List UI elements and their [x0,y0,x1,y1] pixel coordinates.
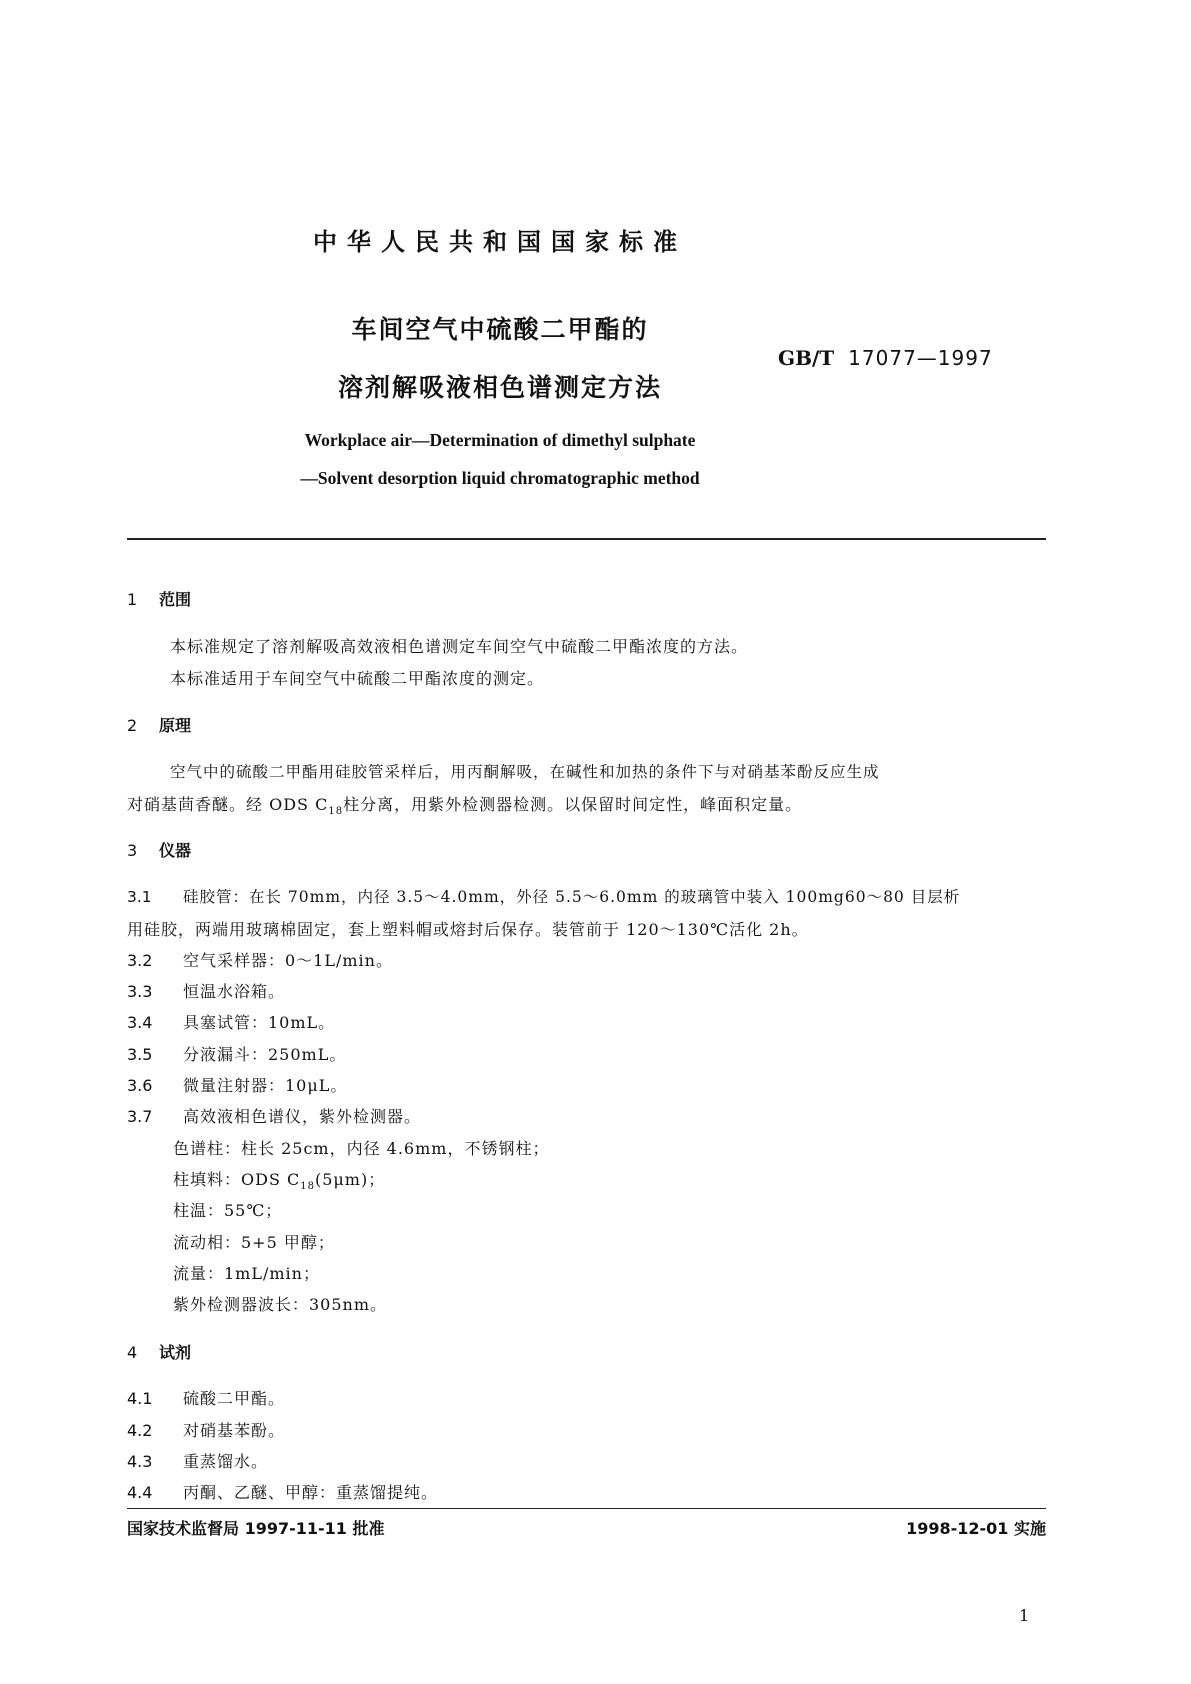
national-standard-heading: 中华人民共和国国家标准 [313,228,687,256]
title-en-line2: —Solvent desorption liquid chromatographic method [300,468,700,488]
item-number: 3.3 [127,982,153,1001]
section-number: 1 [127,590,138,609]
footer-rule [127,1508,1046,1509]
title-en-line1: Workplace air—Determination of dimethyl sulphate [304,430,696,450]
list-item [127,885,960,907]
item-number: 4.1 [127,1389,153,1408]
list-item [127,1104,421,1127]
item-number: 4.2 [127,1421,153,1440]
mobile-phase-spec: 流动相：5+5 甲醇； [173,1233,335,1252]
list-item [127,1386,285,1409]
item-text: 高效液相色谱仪，紫外检测器。 [183,1107,422,1126]
temperature-spec: 柱温：55℃； [173,1201,283,1220]
scope-paragraph-2: 本标准适用于车间空气中硫酸二甲酯浓度的测定。 [170,669,545,688]
list-item [127,1073,347,1096]
list-item [127,979,285,1002]
list-item [127,1418,285,1441]
item-number: 3.7 [127,1107,153,1126]
section-title: 范围 [159,590,192,609]
section-number: 4 [127,1343,138,1362]
item-number: 3.6 [127,1076,153,1095]
section-2-heading [127,713,191,736]
item-text: 空气采样器：0～1L/min。 [183,951,393,970]
item-text: 具塞试管：10mL。 [183,1013,336,1032]
packing-spec [173,1167,385,1192]
section-4-heading [127,1340,191,1363]
effective-date: 1998-12-01 实施 [906,1519,1046,1538]
item-text: 恒温水浴箱。 [183,982,286,1001]
wavelength-spec: 紫外检测器波长：305nm。 [173,1295,388,1314]
standard-code-number: 17077—1997 [848,346,993,370]
packing-text-a: 柱填料：ODS C [173,1170,301,1189]
list-item [127,1042,346,1065]
principle-text-a: 对硝基茴香醚。经 ODS C [127,795,329,814]
section-title: 原理 [159,716,192,735]
item-text: 重蒸馏水。 [183,1452,269,1471]
list-item [127,1480,438,1503]
principle-line-1: 空气中的硫酸二甲酯用硅胶管采样后，用丙酮解吸，在碱性和加热的条件下与对硝基苯酚反应生成 [170,763,880,781]
item-number: 3.1 [127,888,152,906]
section-number: 2 [127,716,138,735]
approval-date: 国家技术监督局 1997-11-11 批准 [127,1519,385,1538]
scope-paragraph-1: 本标准规定了溶剂解吸高效液相色谱测定车间空气中硫酸二甲酯浓度的方法。 [170,637,749,656]
title-cn-line2: 溶剂解吸液相色谱测定方法 [337,373,662,402]
item-text: 微量注射器：10μL。 [183,1076,348,1095]
item-text: 对硝基苯酚。 [183,1421,286,1440]
section-number: 3 [127,841,138,860]
principle-subscript: 18 [328,806,344,818]
item-text: 硅胶管：在长 70mm，内径 3.5～4.0mm，外径 5.5～6.0mm 的玻璃管中装入 100mg60～80 目层析 [183,888,961,906]
column-spec: 色谱柱：柱长 25cm，内径 4.6mm，不锈钢柱； [173,1139,550,1158]
list-item [127,948,393,971]
item-text: 分液漏斗：250mL。 [183,1045,347,1064]
title-cn-line1: 车间空气中硫酸二甲酯的 [351,315,649,344]
flow-rate-spec: 流量：1mL/min； [173,1264,320,1283]
principle-line-2 [127,792,802,817]
standard-code [778,346,993,370]
item-text: 硫酸二甲酯。 [183,1389,286,1408]
header-rule [127,538,1046,540]
item-number: 3.4 [127,1013,153,1032]
list-item [127,1010,335,1033]
section-title: 仪器 [159,841,192,860]
section-title: 试剂 [159,1343,192,1362]
section-1-heading [127,587,191,610]
item-number: 3.5 [127,1045,153,1064]
section-3-heading [127,838,191,861]
list-item [127,1449,268,1472]
item-number: 4.3 [127,1452,153,1471]
standard-code-prefix: GB/T [778,346,835,370]
page-number: 1 [1019,1606,1030,1625]
packing-text-b: (5μm)； [314,1170,386,1189]
principle-text-b: 柱分离，用紫外检测器检测。以保留时间定性，峰面积定量。 [343,795,803,814]
item-number: 4.4 [127,1483,153,1502]
list-item-continuation: 用硅胶，两端用玻璃棉固定，套上塑料帽或熔封后保存。装管前于 120～130℃活化 2h。 [127,920,809,939]
item-number: 3.2 [127,951,153,970]
packing-subscript: 18 [300,1181,315,1193]
item-text: 丙酮、乙醚、甲醇：重蒸馏提纯。 [183,1483,439,1502]
